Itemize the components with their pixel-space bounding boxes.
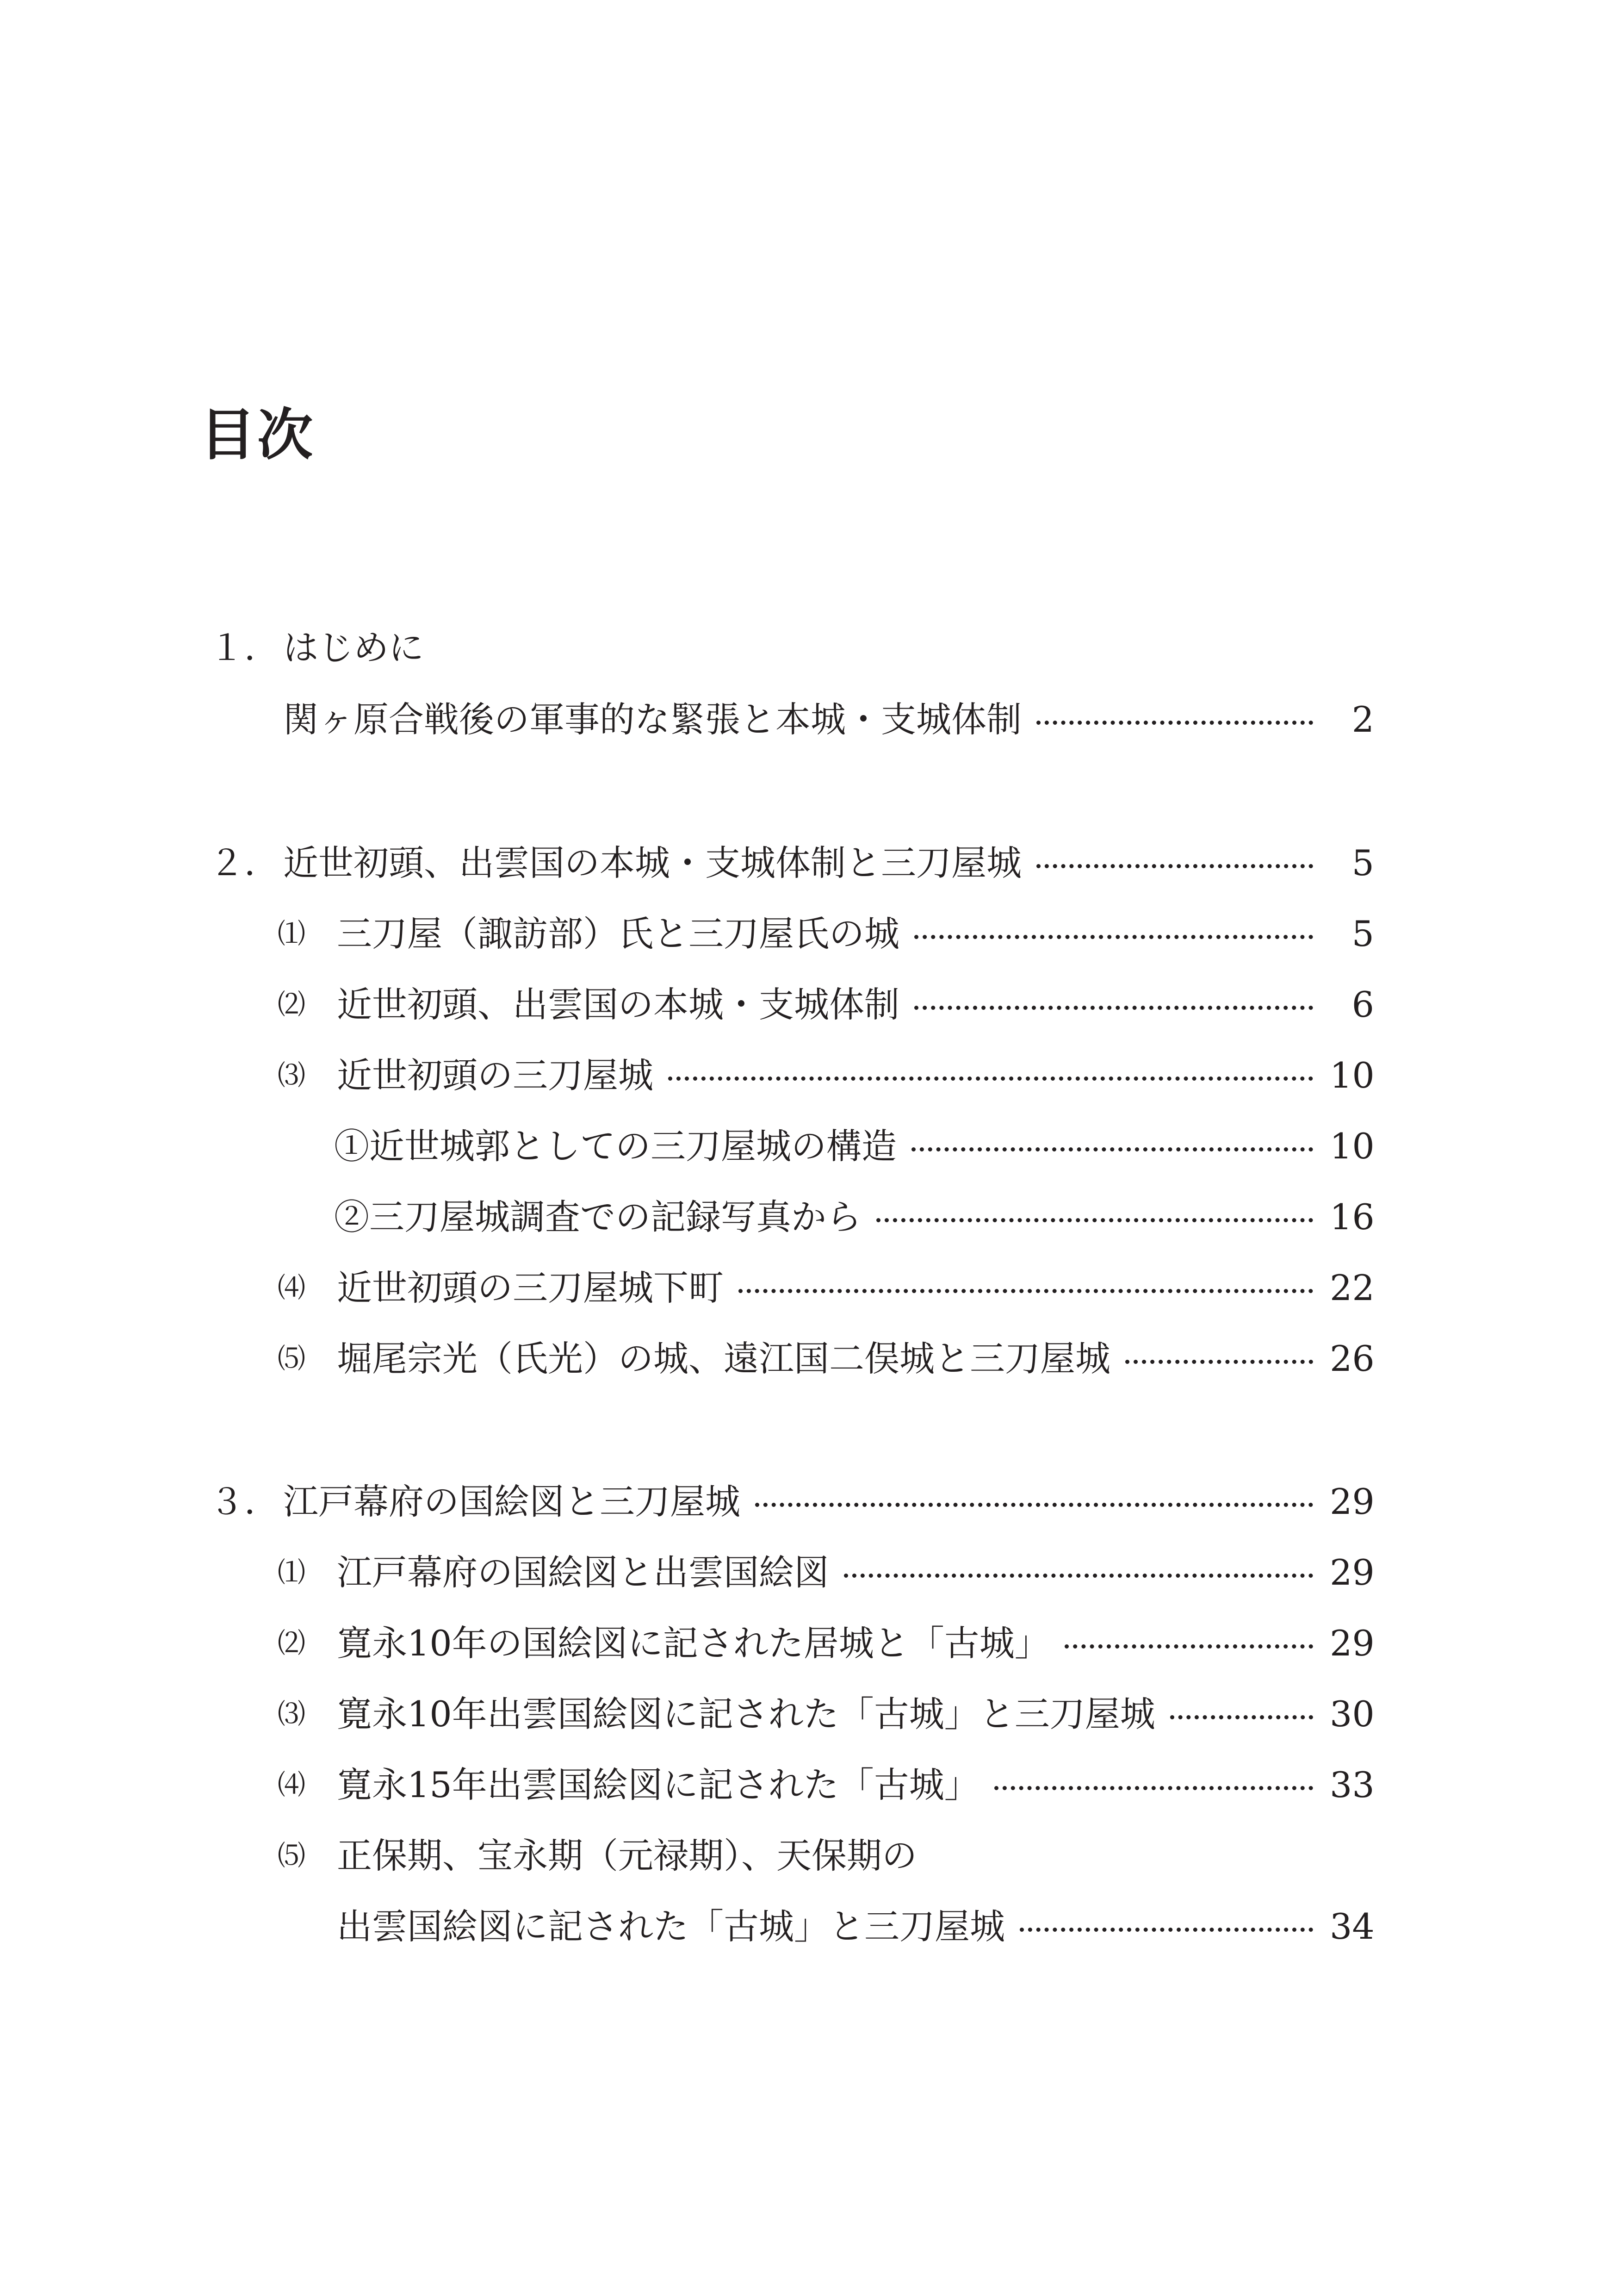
dot-leader	[911, 1147, 1313, 1151]
entry-title: 関ヶ原合戦後の軍事的な緊張と本城・支城体制	[283, 699, 1022, 740]
dot-leader	[1125, 1360, 1313, 1364]
page-number: 6	[1351, 984, 1374, 1025]
subsection-label: ⑵	[278, 1627, 305, 1660]
page-number: 10	[1330, 1055, 1375, 1096]
subsection-label: ⑴	[278, 918, 305, 950]
toc-entry-row	[0, 1830, 1374, 1881]
dot-leader	[755, 1503, 1313, 1507]
toc-entry[interactable]	[283, 1476, 1374, 1527]
toc-entry-row	[0, 908, 1374, 959]
toc-entry-row	[0, 1263, 1374, 1313]
dot-leader	[668, 1076, 1313, 1081]
entry-title: 三刀屋（諏訪部）氏と三刀屋氏の城	[337, 913, 899, 954]
page-number: 16	[1330, 1196, 1375, 1238]
toc-entry[interactable]	[283, 694, 1374, 745]
page-number: 29	[1330, 1481, 1375, 1522]
page-number: 22	[1330, 1267, 1375, 1308]
toc-entry-row	[0, 1333, 1374, 1384]
toc-entry[interactable]	[337, 1333, 1374, 1384]
subsection-label: ⑴	[278, 1556, 305, 1589]
toc-entry[interactable]	[283, 838, 1374, 889]
dot-leader	[738, 1289, 1313, 1293]
page-number: 34	[1330, 1906, 1375, 1947]
section-heading: はじめに	[283, 627, 424, 668]
entry-title: ①近世城郭としての三刀屋城の構造	[334, 1126, 897, 1167]
toc-entry[interactable]	[337, 1263, 1374, 1313]
toc-entry[interactable]	[334, 1121, 1374, 1172]
page-number: 29	[1330, 1552, 1375, 1593]
page-number: 10	[1330, 1126, 1375, 1167]
dot-leader	[914, 1006, 1313, 1010]
subsection-label: ⑷	[278, 1769, 305, 1801]
toc-entry-row	[0, 1050, 1374, 1101]
page-title: 目次	[200, 402, 315, 467]
toc-entry[interactable]	[337, 1547, 1374, 1598]
subsection-label: ⑵	[278, 989, 305, 1021]
toc-entry[interactable]	[337, 1760, 1374, 1811]
dot-leader	[1020, 1928, 1313, 1932]
dot-leader	[844, 1574, 1313, 1578]
section-heading: 江戸幕府の国絵図と三刀屋城	[283, 1481, 740, 1522]
entry-title: 寛永15年出雲国絵図に記された「古城」	[337, 1764, 979, 1805]
page-number: 2	[1351, 699, 1374, 740]
entry-title: 寛永10年の国絵図に記された居城と「古城」	[337, 1623, 1050, 1664]
dot-leader	[994, 1786, 1313, 1790]
toc-entry[interactable]	[337, 1830, 1374, 1881]
toc-entry-row	[0, 694, 1374, 745]
toc-entry-row	[0, 979, 1374, 1030]
entry-title: 正保期、宝永期（元禄期）、天保期の	[337, 1835, 917, 1876]
toc-entry-row	[0, 1618, 1374, 1669]
dot-leader	[1170, 1715, 1313, 1719]
toc-entry[interactable]	[337, 1050, 1374, 1101]
page-number: 29	[1330, 1623, 1375, 1664]
toc-section-heading	[0, 838, 1374, 889]
toc-entry-row	[0, 1192, 1374, 1243]
subsection-label: ⑸	[278, 1343, 305, 1375]
toc-entry[interactable]	[337, 908, 1374, 959]
toc-entry-row	[0, 1121, 1374, 1172]
entry-title: ②三刀屋城調査での記録写真から	[334, 1196, 862, 1238]
subsection-label: ⑶	[278, 1059, 305, 1092]
subsection-label: ⑸	[278, 1840, 305, 1872]
dot-leader	[1036, 864, 1313, 868]
toc-entry	[283, 622, 1374, 673]
entry-title: 寛永10年出雲国絵図に記された「古城」と三刀屋城	[337, 1693, 1155, 1735]
page-number: 30	[1330, 1693, 1375, 1735]
page-number: 5	[1351, 842, 1374, 884]
toc-section-heading	[0, 622, 1374, 673]
subsection-label: ⑶	[278, 1698, 305, 1730]
entry-title: 近世初頭の三刀屋城	[337, 1055, 653, 1096]
toc-entry-row	[0, 1901, 1374, 1952]
dot-leader	[914, 935, 1313, 939]
dot-leader	[1065, 1644, 1313, 1649]
page-number: 5	[1351, 913, 1374, 954]
toc-entry[interactable]	[337, 979, 1374, 1030]
toc-entry[interactable]	[337, 1689, 1374, 1740]
toc-entry[interactable]	[337, 1618, 1374, 1669]
dot-leader	[876, 1218, 1313, 1222]
section-number: ２．	[209, 842, 279, 884]
section-heading: 近世初頭、出雲国の本城・支城体制と三刀屋城	[283, 842, 1022, 884]
section-number: ３．	[209, 1481, 279, 1522]
section-number: １．	[209, 627, 279, 668]
toc-entry[interactable]	[334, 1192, 1374, 1243]
toc-entry-row	[0, 1760, 1374, 1811]
toc-entry-row	[0, 1547, 1374, 1598]
dot-leader	[1036, 721, 1313, 725]
toc-entry-row	[0, 1689, 1374, 1740]
toc-section-heading	[0, 1476, 1374, 1527]
entry-title: 江戸幕府の国絵図と出雲国絵図	[337, 1552, 829, 1593]
page-number: 26	[1330, 1338, 1375, 1379]
toc-entry[interactable]	[337, 1901, 1374, 1952]
entry-title: 出雲国絵図に記された「古城」と三刀屋城	[337, 1906, 1005, 1947]
page-number: 33	[1330, 1764, 1375, 1805]
entry-title: 堀尾宗光（氏光）の城、遠江国二俣城と三刀屋城	[337, 1338, 1110, 1379]
entry-title: 近世初頭、出雲国の本城・支城体制	[337, 984, 899, 1025]
entry-title: 近世初頭の三刀屋城下町	[337, 1267, 724, 1308]
subsection-label: ⑷	[278, 1272, 305, 1304]
